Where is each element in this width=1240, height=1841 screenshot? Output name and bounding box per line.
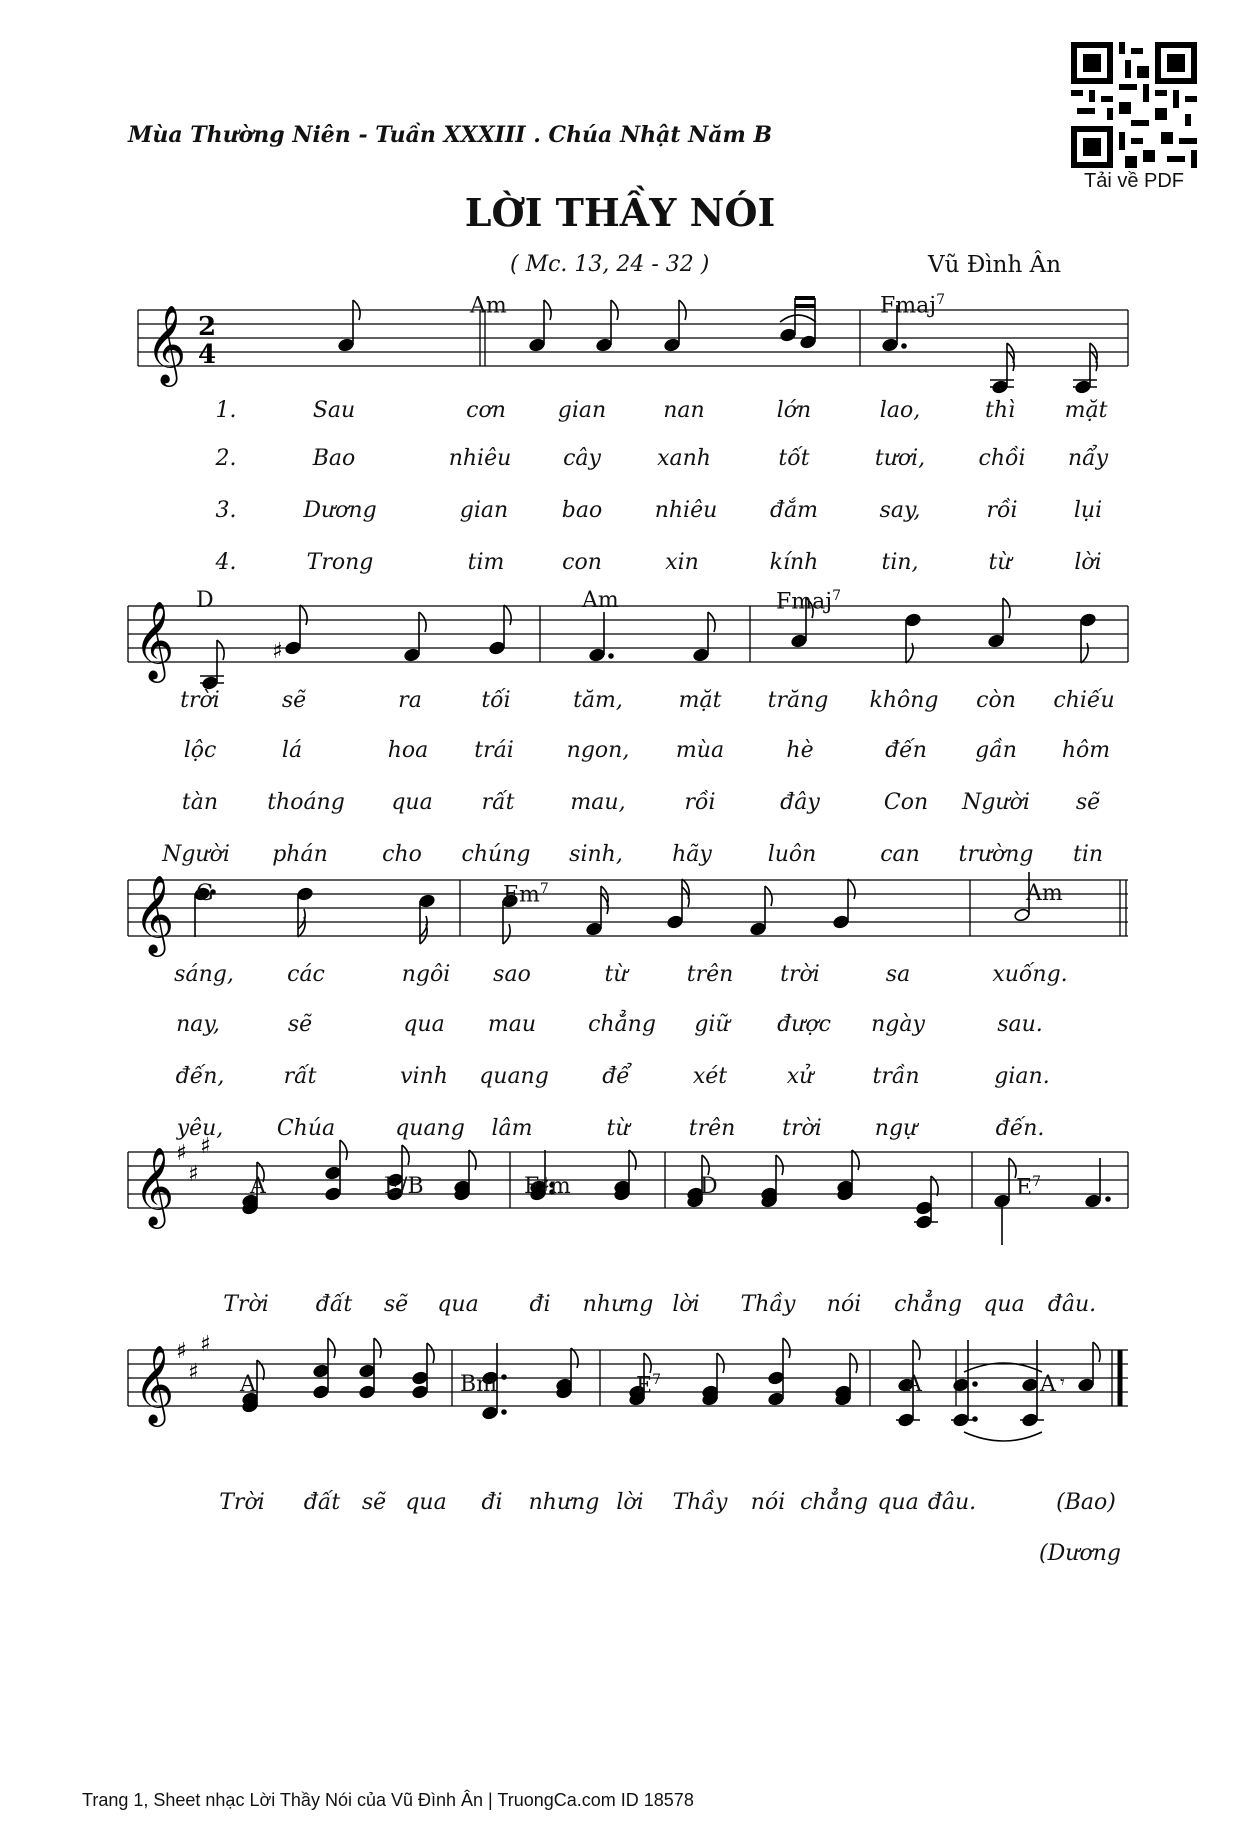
lyric-syllable: mặt: [1064, 398, 1108, 423]
lyric-syllable: Người: [962, 790, 1030, 815]
lyric-syllable: luôn: [767, 842, 817, 867]
notes-system-5: [242, 1338, 1100, 1441]
lyric-syllable: rất: [481, 790, 515, 815]
lyric-syllable: cho: [382, 842, 422, 867]
staff-4: [128, 1152, 1128, 1208]
lyric-syllable: chồi: [978, 446, 1026, 471]
lyric-syllable: đắm: [769, 498, 819, 523]
lyric-syllable: lời: [616, 1490, 644, 1515]
season-heading: Mùa Thường Niên - Tuần XXXIII . Chúa Nhật Năm B: [128, 122, 773, 148]
lyric-syllable: (Bao): [1056, 1490, 1116, 1515]
chord-symbol: Am: [470, 293, 507, 319]
chord-symbol: $E^7$: [636, 1372, 661, 1399]
lyric-syllable: gần: [975, 738, 1017, 763]
lyric-syllable: nói: [826, 1292, 862, 1317]
lyric-syllable: Con: [883, 790, 929, 815]
lyric-syllable: xuống.: [992, 962, 1068, 987]
lyric-syllable: bao: [561, 498, 603, 523]
treble-clef: 𝄞: [146, 305, 187, 384]
lyric-syllable: gian: [557, 398, 607, 423]
lyric-syllable: xanh: [657, 446, 711, 471]
lyric-syllable: Dương: [303, 498, 377, 523]
lyric-syllable: từ: [988, 550, 1012, 575]
page-footer: Trang 1, Sheet nhạc Lời Thầy Nói của Vũ Đình Ân | TruongCa.com ID 18578: [82, 1790, 694, 1810]
lyric-syllable: nan: [663, 398, 705, 423]
lyric-syllable: thì: [984, 398, 1016, 423]
chord-symbol: A: [240, 1372, 256, 1397]
chord-symbol: Fmaj$^7$: [776, 588, 841, 615]
lyric-syllable: trên: [688, 1116, 736, 1141]
lyric-syllable: để: [602, 1064, 630, 1089]
svg-text:𝄾: 𝄾: [1060, 1372, 1065, 1393]
chord-symbol: E/B: [384, 1174, 424, 1199]
chord-symbol: Bm: [460, 1372, 498, 1397]
svg-text:♯: ♯: [200, 1134, 211, 1159]
lyric-syllable: ngày: [871, 1012, 925, 1037]
lyric-syllable: trần: [872, 1064, 920, 1089]
svg-text:♯: ♯: [188, 1360, 199, 1385]
notes-system-1: [338, 298, 1097, 394]
chord-symbol: D: [700, 1174, 718, 1199]
time-signature-bottom: 4: [198, 340, 217, 370]
lyric-syllable: qua: [403, 1012, 445, 1037]
chord-symbol: Am: [582, 588, 619, 613]
lyric-syllable: qua: [983, 1292, 1025, 1317]
lyric-syllable: con: [562, 550, 602, 575]
staff-1: [138, 310, 1128, 366]
staff-3: [128, 880, 1128, 936]
lyric-syllable: các: [287, 962, 325, 987]
lyric-syllable: thoáng: [267, 790, 345, 815]
lyric-verse-number: 1.: [215, 398, 237, 423]
svg-text:♯: ♯: [176, 1141, 187, 1166]
treble-clef: 𝄞: [134, 1147, 175, 1226]
chord-symbol: Fmaj$^7$: [880, 292, 945, 319]
lyric-syllable: trên: [686, 962, 734, 987]
lyric-syllable: qua: [877, 1490, 919, 1515]
lyric-syllable: sẽ: [361, 1490, 387, 1515]
lyric-syllable: lâm: [491, 1116, 533, 1141]
lyric-syllable: say,: [879, 498, 921, 523]
time-signature-top: 2: [198, 312, 217, 342]
chord-symbol: Em$^7$: [503, 881, 549, 908]
lyric-syllable: Bao: [312, 446, 356, 471]
chord-symbol: D: [196, 588, 214, 613]
lyric-syllable: qua: [405, 1490, 447, 1515]
lyric-syllable: tàn: [181, 790, 219, 815]
svg-text:♯: ♯: [272, 639, 283, 664]
treble-clef: 𝄞: [134, 875, 175, 954]
key-signature-a-major: [176, 1134, 211, 1187]
chord-symbol: F♯m: [524, 1174, 571, 1199]
lyric-syllable: đây: [780, 790, 820, 815]
lyric-syllable: xử: [786, 1064, 814, 1089]
lyric-syllable: yêu,: [176, 1116, 224, 1141]
lyric-syllable: cây: [563, 446, 601, 471]
lyric-syllable: Người: [162, 842, 230, 867]
lyric-syllable: Trong: [306, 550, 374, 575]
lyric-syllable: lời: [1074, 550, 1102, 575]
lyric-syllable: mặt: [678, 688, 722, 713]
lyric-syllable: từ: [606, 1116, 630, 1141]
lyric-syllable: nói: [750, 1490, 786, 1515]
lyric-syllable: nay,: [176, 1012, 220, 1037]
lyric-syllable: qua: [391, 790, 433, 815]
lyric-syllable: can: [880, 842, 920, 867]
lyric-syllable: còn: [976, 688, 1016, 713]
lyric-syllable: nhưng: [528, 1490, 600, 1515]
lyric-syllable: sẽ: [383, 1292, 409, 1317]
lyric-syllable: được: [777, 1012, 831, 1037]
lyric-syllable: đến,: [175, 1064, 225, 1089]
lyric-syllable: xét: [692, 1064, 728, 1089]
lyric-syllable: ngon,: [566, 738, 630, 763]
notes-system-4: [242, 1140, 1110, 1245]
lyric-syllable: cơn: [466, 398, 506, 423]
lyric-syllable: sa: [885, 962, 911, 987]
lyric-syllable: Chúa: [276, 1116, 336, 1141]
chord-symbol: Am: [1026, 881, 1063, 906]
lyric-syllable: chúng: [461, 842, 531, 867]
lyric-verse-number: 2.: [215, 446, 237, 471]
lyric-syllable: trái: [474, 738, 514, 763]
lyric-syllable: nhiêu: [654, 498, 718, 523]
lyric-syllable: lụi: [1073, 498, 1103, 523]
lyric-syllable: quang: [395, 1116, 465, 1141]
lyric-syllable: Sau: [312, 398, 356, 423]
lyric-syllable: lao,: [879, 398, 921, 423]
lyric-syllable: sau.: [997, 1012, 1043, 1037]
lyric-syllable: quang: [479, 1064, 549, 1089]
lyric-syllable: sáng,: [174, 962, 234, 987]
svg-text:♯: ♯: [188, 1162, 199, 1187]
lyric-syllable: phán: [272, 842, 328, 867]
lyric-syllable: đất: [303, 1490, 341, 1515]
lyric-syllable: sao: [493, 962, 531, 987]
lyric-syllable: qua: [437, 1292, 479, 1317]
lyric-syllable: rất: [283, 1064, 317, 1089]
composer-name: Vũ Đình Ân: [928, 252, 1062, 278]
download-pdf-link[interactable]: Tải về PDF: [1083, 170, 1185, 192]
lyric-syllable: đi: [481, 1490, 503, 1515]
lyric-syllable: từ: [604, 962, 628, 987]
lyric-syllable: đâu.: [927, 1490, 977, 1515]
lyric-syllable: ngự: [874, 1116, 918, 1141]
lyric-syllable: ra: [398, 688, 422, 713]
lyric-syllable: (Dương: [1039, 1541, 1121, 1566]
lyric-syllable: kính: [769, 550, 819, 575]
chord-symbol: A: [250, 1174, 266, 1199]
lyric-syllable: nẩy: [1067, 446, 1109, 471]
lyric-syllable: trời: [180, 688, 220, 713]
lyric-syllable: sẽ: [281, 688, 307, 713]
lyric-syllable: chiếu: [1053, 688, 1115, 713]
lyric-syllable: lời: [672, 1292, 700, 1317]
lyric-syllable: mùa: [675, 738, 725, 763]
svg-text:♯: ♯: [200, 1332, 211, 1357]
notes-system-2: [200, 598, 1096, 690]
lyric-syllable: trời: [780, 962, 820, 987]
chord-symbol: A: [906, 1372, 922, 1397]
treble-clef: 𝄞: [134, 601, 175, 680]
lyric-syllable: hôm: [1061, 738, 1111, 763]
lyric-syllable: Trời: [223, 1292, 269, 1317]
lyric-syllable: Thầy: [740, 1292, 796, 1317]
lyric-syllable: đất: [315, 1292, 353, 1317]
lyric-syllable: tin: [1072, 842, 1104, 867]
key-signature-a-major: [176, 1332, 211, 1385]
lyric-syllable: giữ: [694, 1012, 730, 1037]
lyric-syllable: hè: [786, 738, 814, 763]
lyric-syllable: trời: [782, 1116, 822, 1141]
lyric-syllable: hoa: [387, 738, 429, 763]
lyric-syllable: tối: [481, 688, 511, 713]
lyric-syllable: sẽ: [1075, 790, 1101, 815]
lyric-syllable: rồi: [986, 498, 1018, 523]
lyric-syllable: đến: [885, 738, 927, 763]
lyric-syllable: nhiêu: [448, 446, 512, 471]
lyric-syllable: tin,: [881, 550, 919, 575]
chord-symbol: $E^7$: [1016, 1174, 1041, 1201]
scripture-reference: ( Mc. 13, 24 - 32 ): [510, 252, 710, 277]
lyric-syllable: gian: [459, 498, 509, 523]
lyric-syllable: trường: [958, 842, 1034, 867]
lyric-syllable: lớn: [776, 398, 812, 423]
treble-clef: 𝄞: [134, 1345, 175, 1424]
lyric-syllable: rồi: [684, 790, 716, 815]
lyric-syllable: chẳng: [800, 1490, 868, 1515]
lyric-syllable: mau: [487, 1012, 537, 1037]
lyric-syllable: xin: [665, 550, 699, 575]
lyric-syllable: gian.: [994, 1064, 1050, 1089]
lyric-syllable: sẽ: [287, 1012, 313, 1037]
chord-symbol: A: [1040, 1372, 1056, 1397]
lyric-syllable: trăng: [767, 688, 829, 713]
staff-5: [128, 1350, 1128, 1406]
lyric-syllable: lá: [281, 738, 303, 763]
lyric-syllable: đến.: [995, 1116, 1045, 1141]
chord-symbol: G: [196, 881, 214, 906]
lyric-syllable: mau,: [570, 790, 626, 815]
song-title: LỜI THẦY NÓI: [464, 190, 776, 235]
lyric-syllable: vinh: [400, 1064, 448, 1089]
lyric-syllable: tim: [467, 550, 505, 575]
lyric-syllable: chẳng: [588, 1012, 656, 1037]
lyric-syllable: tươi,: [874, 446, 926, 471]
lyric-syllable: nhưng: [582, 1292, 654, 1317]
lyric-syllable: lộc: [183, 738, 217, 763]
lyric-verse-number: 4.: [215, 550, 237, 575]
lyric-syllable: đâu.: [1047, 1292, 1097, 1317]
lyric-syllable: đi: [529, 1292, 551, 1317]
lyric-syllable: tăm,: [573, 688, 623, 713]
lyric-syllable: không: [869, 688, 939, 713]
lyric-syllable: Trời: [219, 1490, 265, 1515]
lyric-syllable: hãy: [672, 842, 712, 867]
lyric-syllable: tốt: [778, 446, 810, 471]
lyric-syllable: ngôi: [401, 962, 451, 987]
lyric-syllable: sinh,: [569, 842, 623, 867]
lyric-verse-number: 3.: [215, 498, 237, 523]
lyric-syllable: Thầy: [672, 1490, 728, 1515]
svg-text:♯: ♯: [176, 1339, 187, 1364]
lyric-syllable: chẳng: [894, 1292, 962, 1317]
